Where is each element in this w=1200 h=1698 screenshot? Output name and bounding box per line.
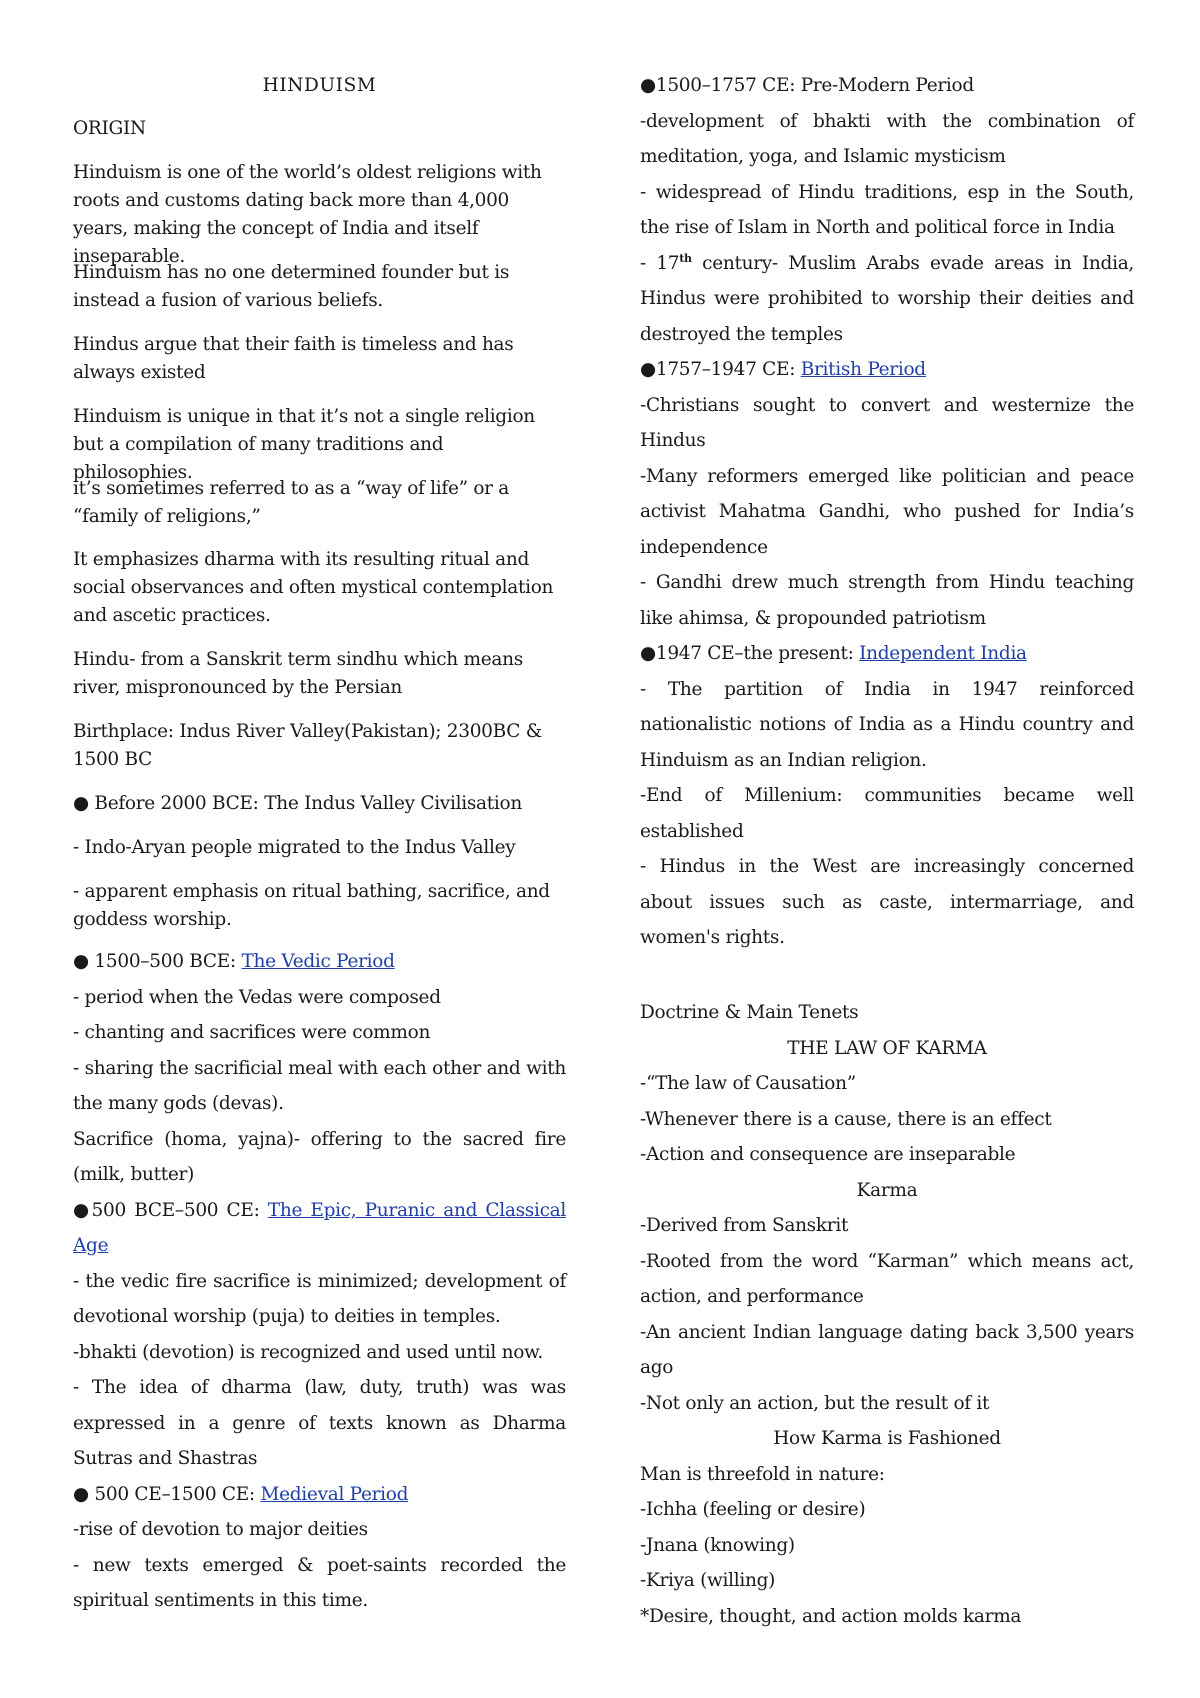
karma-item-4: -Not only an action, but the result of it	[640, 1392, 990, 1414]
british-item-3: - Gandhi drew much strength from Hindu teaching like ahimsa, & propounded patriotism	[640, 572, 1134, 629]
fashioned-item-2: -Ichha (feeling or desire)	[640, 1499, 866, 1520]
fashioned-item-3: -Jnana (knowing)	[640, 1534, 795, 1556]
origin-paragraph-3: Hindus argue that their faith is timeless and has always existed	[73, 334, 514, 383]
doctrine-heading: Doctrine & Main Tenets	[640, 1002, 859, 1023]
fashioned-item-5: *Desire, thought, and action molds karma	[640, 1605, 1022, 1627]
law-item-1: -“The law of Causation”	[640, 1073, 856, 1094]
medieval-item-1: -rise of devotion to major deities	[73, 1519, 368, 1540]
law-item-3: -Action and consequence are inseparable	[640, 1144, 1016, 1165]
medieval-period-link[interactable]: Medieval Period	[260, 1483, 409, 1505]
epic-item-1: - the vedic fire sacrifice is minimized; development of devotional worship (puja) to deities in temples.	[73, 1270, 566, 1327]
pre-modern-item-3: - 17th century- Muslim Arabs evade areas in India, Hindus were prohibited to worship their deities and destroyed the temples	[640, 251, 1134, 345]
british-period-link[interactable]: British Period	[800, 359, 926, 380]
origin-paragraph-8: Birthplace: Indus River Valley(Pakistan); 2300BC & 1500 BC	[73, 721, 542, 770]
vedic-item-1: - period when the Vedas were composed	[73, 986, 441, 1008]
epic-item-2: -bhakti (devotion) is recognized and used until now.	[73, 1341, 543, 1363]
independent-heading: ●1947 CE–the present: Independent India	[640, 643, 1027, 664]
epic-period-link[interactable]: The Epic, Puranic and Classical Age	[73, 1199, 566, 1256]
vedic-item-2: - chanting and sacrifices were common	[73, 1022, 431, 1043]
independent-item-3: - Hindus in the West are increasingly concerned about issues such as caste, intermarriage, and women's rights.	[640, 856, 1134, 948]
origin-paragraph-7: Hindu- from a Sanskrit term sindhu which means river, mispronounced by the Persian	[73, 649, 523, 698]
page-title: HINDUISM	[262, 75, 377, 96]
vedic-item-3: - sharing the sacrificial meal with each other and with the many gods (devas).	[73, 1057, 566, 1114]
law-of-karma-title: THE LAW OF KARMA	[787, 1037, 987, 1059]
medieval-item-2: - new texts emerged & poet-saints recorded the spiritual sentiments in this time.	[73, 1554, 566, 1611]
independent-india-link[interactable]: Independent India	[859, 643, 1027, 664]
karma-item-1: -Derived from Sanskrit	[640, 1215, 849, 1236]
pre-modern-item-2: - widespread of Hindu traditions, esp in the South, the rise of Islam in North and political force in India	[640, 181, 1134, 238]
indus-valley-item-2: - apparent emphasis on ritual bathing, sacrifice, and goddess worship.	[73, 881, 550, 930]
epic-item-3: - The idea of dharma (law, duty, truth) was was expressed in a genre of texts known as Dharma Sutras and Shastras	[73, 1377, 566, 1469]
law-item-2: -Whenever there is a cause, there is an effect	[640, 1108, 1052, 1130]
karma-item-2: -Rooted from the word “Karman” which means act, action, and performance	[640, 1250, 1134, 1307]
medieval-heading: ● 500 CE–1500 CE: Medieval Period	[73, 1483, 409, 1505]
origin-heading: ORIGIN	[73, 118, 146, 139]
origin-paragraph-4: Hinduism is unique in that it’s not a single religion but a compilation of many traditions and philosophies.	[73, 406, 535, 483]
british-item-2: -Many reformers emerged like politician and peace activist Mahatma Gandhi, who pushed for India’s independence	[640, 465, 1134, 558]
vedic-period-link[interactable]: The Vedic Period	[241, 951, 395, 972]
karma-title: Karma	[856, 1179, 918, 1201]
british-item-1: -Christians sought to convert and westernize the Hindus	[640, 394, 1134, 451]
indus-valley-item-1: - Indo-Aryan people migrated to the Indus Valley	[73, 837, 516, 858]
independent-item-1: - The partition of India in 1947 reinforced nationalistic notions of India as a Hindu country and Hinduism as an Indian religion.	[640, 678, 1134, 771]
fashioned-item-1: Man is threefold in nature:	[640, 1463, 885, 1485]
vedic-item-4: Sacrifice (homa, yajna)- offering to the sacred fire (milk, butter)	[73, 1128, 566, 1185]
origin-paragraph-6: It emphasizes dharma with its resulting ritual and social observances and often mystical contemplation and ascetic practices.	[73, 549, 554, 626]
doctrine-section	[640, 995, 1134, 1634]
karma-item-3: -An ancient Indian language dating back 3,500 years ago	[640, 1321, 1134, 1378]
british-heading: ●1757–1947 CE: British Period	[640, 359, 926, 380]
independent-item-2: -End of Millenium: communities became well established	[640, 785, 1134, 842]
indus-valley-heading: ● Before 2000 BCE: The Indus Valley Civilisation	[73, 793, 522, 814]
vedic-heading: ● 1500–500 BCE: The Vedic Period	[73, 951, 395, 972]
pre-modern-item-1: -development of bhakti with the combination of meditation, yoga, and Islamic mysticism	[640, 110, 1134, 167]
karma-fashioned-title: How Karma is Fashioned	[773, 1428, 1001, 1449]
fashioned-item-4: -Kriya (willing)	[640, 1570, 776, 1591]
origin-paragraph-5: it’s sometimes referred to as a “way of life” or a “family of religions,”	[73, 478, 510, 527]
origin-paragraph-1: Hinduism is one of the world’s oldest religions with roots and customs dating back more than 4,000 years, making the concept of India and itself inseparable.	[73, 162, 542, 267]
pre-modern-heading: ●1500–1757 CE: Pre-Modern Period	[640, 75, 974, 96]
right-timeline-section	[640, 68, 1134, 956]
origin-paragraph-2: Hinduism has no one determined founder but is instead a fusion of various beliefs.	[73, 262, 510, 311]
vedic-section	[73, 944, 566, 1619]
epic-heading: ●500 BCE–500 CE: The Epic, Puranic and Classical Age	[73, 1199, 566, 1256]
